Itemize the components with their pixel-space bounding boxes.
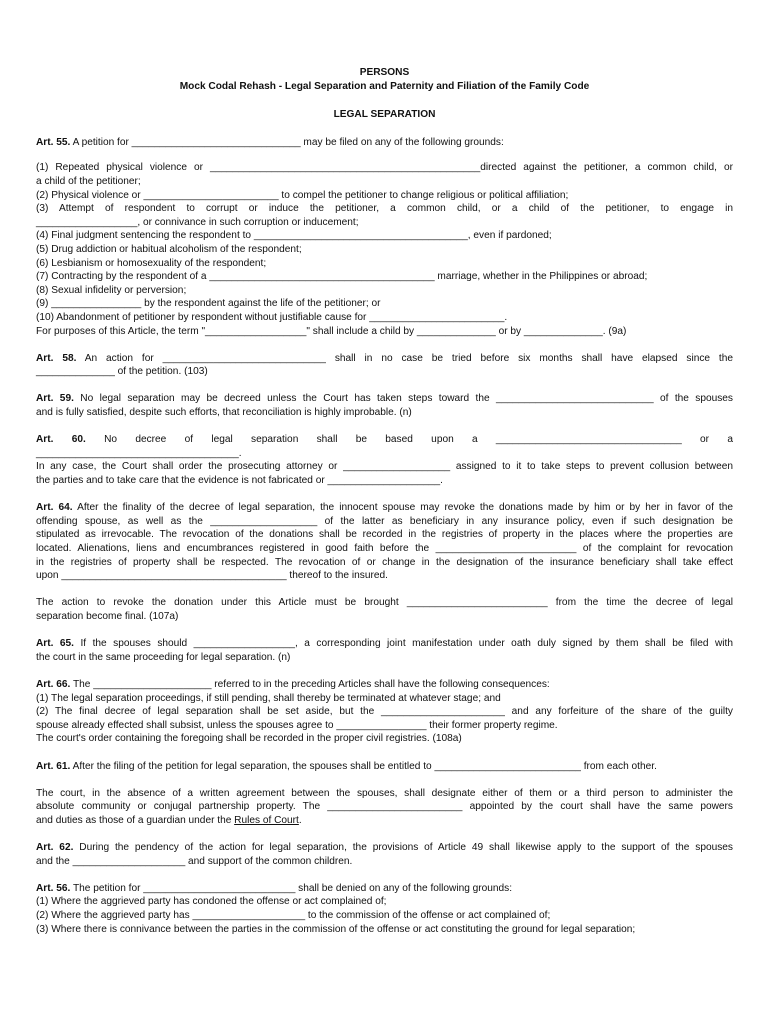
- article-64-line-5: in the registries of property shall be respected. The revocation of or change in the designation of the insurance beneficiary shall take effect: [36, 556, 733, 568]
- article-64-line-2: offending spouse, as well as the ___________________ of the latter as beneficiary in any insurance policy, even if such designation be: [36, 515, 733, 527]
- ground-1-line-2: a child of the petitioner;: [36, 175, 141, 187]
- article-66-line-5: The court's order containing the foregoing shall be recorded in the proper civil registries. (108a): [36, 733, 462, 745]
- article-56-line-4: (3) Where there is connivance between the parties in the commission of the offense or act constituting the ground for legal separation;: [36, 923, 636, 935]
- article-64-line-3: stipulated as irrevocable. The revocation of the donations shall be recorded in the registries of property in the places where the properties are: [36, 529, 733, 541]
- document-subtitle: Mock Codal Rehash - Legal Separation and Paternity and Filiation of the Family Code: [179, 80, 590, 92]
- article-56-line-3: (2) Where the aggrieved party has ____________________ to the commission of the offense or act complained of;: [36, 910, 551, 922]
- article-64-line-6: upon ________________________________________ thereof to the insured.: [36, 570, 388, 582]
- article-62-line-1: Art. 62. During the pendency of the action for legal separation, the provisions of Article 49 shall likewise apply to the support of the spouses: [36, 842, 733, 854]
- article-64: [36, 501, 733, 623]
- article-59-line-1: Art. 59. No legal separation may be decreed unless the Court has taken steps toward the ____________________________ of the spouses: [36, 393, 733, 405]
- article-66: [36, 678, 733, 746]
- article-56: [36, 882, 733, 936]
- article-56-line-1: Art. 56. The petition for ___________________________ shall be denied on any of the following grounds:: [36, 882, 513, 894]
- article-55-intro: Art. 55. A petition for ______________________________ may be filed on any of the following grounds:: [36, 136, 504, 148]
- article-62: [36, 841, 733, 868]
- ground-1-line-1: (1) Repeated physical violence or ________________________________________________directed against the petitioner, a common child, or: [36, 162, 733, 174]
- article-60-line-4: the parties and to take care that the evidence is not fabricated or ____________________.: [36, 475, 443, 487]
- article-64-line-4: located. Alienations, liens and encumbrances registered in good faith before the _________________________ of the complaint for revocation: [36, 543, 733, 554]
- article-59: [36, 392, 733, 419]
- article-60-line-2: ____________________________________.: [36, 447, 242, 459]
- article-58-line-2: ______________ of the petition. (103): [36, 366, 208, 378]
- article-55: [36, 136, 733, 338]
- article-66-line-2: (1) The legal separation proceedings, if still pending, shall thereby be terminated at whatever stage; and: [36, 692, 501, 704]
- ground-3-line-2: __________________, or connivance in such corruption or inducement;: [36, 216, 359, 228]
- article-58-line-1: Art. 58. An action for _____________________________ shall in no case be tried before six months shall have elapsed since the: [36, 352, 733, 364]
- article-60-line-3: In any case, the Court shall order the prosecuting attorney or ___________________ assigned to it to take steps to prevent collusion between: [36, 461, 733, 473]
- article-66-line-3: (2) The final decree of legal separation shall be set aside, but the ______________________ and any forfeiture of the share of the guilty: [36, 706, 733, 718]
- article-60: [36, 433, 733, 487]
- section-heading: LEGAL SEPARATION: [333, 109, 436, 121]
- article-65-line-1: Art. 65. If the spouses should __________________, a corresponding joint manifestation under oath duly signed by them shall be filed with: [36, 638, 734, 650]
- article-62-line-2: and the ____________________ and support of the common children.: [36, 855, 353, 867]
- document-title: PERSONS: [359, 67, 410, 78]
- article-61-p2-line-1: The court, in the absence of a written agreement between the spouses, shall designate either of them or a third person to administer the: [36, 787, 733, 799]
- ground-2: (2) Physical violence or ________________________ to compel the petitioner to change religious or political affiliation;: [36, 189, 569, 201]
- article-56-line-2: (1) Where the aggrieved party has condoned the offense or act complained of;: [36, 896, 387, 908]
- article-64-p2-line-1: The action to revoke the donation under this Article must be brought _________________________ from the time the decree of legal: [36, 597, 733, 609]
- article-label: Art. 55.: [36, 136, 71, 148]
- article-65-line-2: the court in the same proceeding for legal separation. (n): [36, 651, 291, 663]
- article-66-line-1: Art. 66. The _____________________ referred to in the preceding Articles shall have the following consequences:: [36, 678, 550, 690]
- article-61-line-1: Art. 61. After the filing of the petition for legal separation, the spouses shall be entitled to __________________________ from each other.: [36, 760, 657, 772]
- rules-of-court-link[interactable]: Rules of Court: [234, 814, 299, 826]
- ground-4: (4) Final judgment sentencing the respondent to ______________________________________, even if pardoned;: [36, 230, 552, 242]
- article-58: [36, 352, 733, 379]
- article-65: [36, 637, 733, 664]
- ground-7: (7) Contracting by the respondent of a ________________________________________ marriage, whether in the Philippines or abroad;: [36, 271, 648, 283]
- article-66-line-4: spouse already effected shall subsist, unless the spouses agree to ________________ their former property regime.: [36, 719, 558, 731]
- article-64-p2-line-2: separation become final. (107a): [36, 610, 179, 622]
- article-59-line-2: and is fully satisfied, despite such efforts, that reconciliation is highly improbable. (n): [36, 407, 412, 419]
- ground-9: (9) ________________ by the respondent against the life of the petitioner; or: [36, 298, 381, 310]
- article-61-p2-line-2: absolute community or conjugal partnership property. The ________________________ appointed by the court shall have the same powers: [36, 801, 733, 813]
- ground-3-line-1: (3) Attempt of respondent to corrupt or induce the petitioner, a common child, or a child of the petitioner, to engage in: [36, 203, 733, 215]
- article-61: [36, 760, 733, 828]
- ground-6: (6) Lesbianism or homosexuality of the respondent;: [36, 257, 267, 269]
- ground-8: (8) Sexual infidelity or perversion;: [36, 284, 187, 296]
- article-55-purposes: For purposes of this Article, the term "__________________" shall include a child by ______________ or by ______________. (9a): [36, 325, 627, 337]
- ground-10: (10) Abandonment of petitioner by respondent without justifiable cause for ________________________.: [36, 311, 508, 323]
- ground-5: (5) Drug addiction or habitual alcoholism of the respondent;: [36, 243, 302, 255]
- article-64-line-1: Art. 64. After the finality of the decree of legal separation, the innocent spouse may revoke the donations made by him or by her in favor of the: [36, 502, 734, 514]
- article-60-line-1: Art. 60. No decree of legal separation shall be based upon a _________________________________ or a: [36, 434, 733, 446]
- article-61-p2-line-3: and duties as those of a guardian under the Rules of Court.: [36, 814, 302, 826]
